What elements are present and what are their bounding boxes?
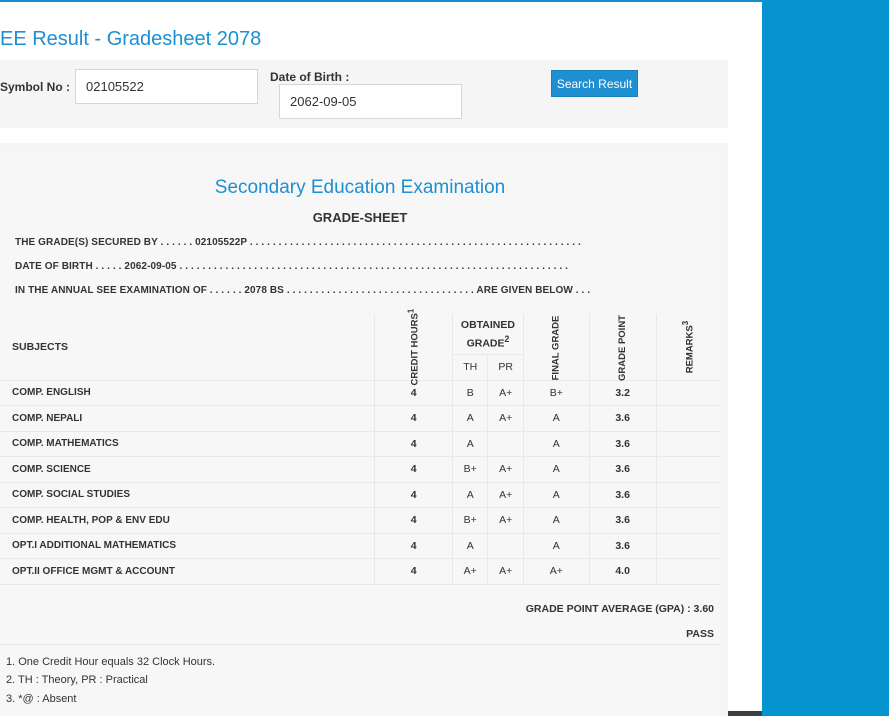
subject-name: COMP. MATHEMATICS — [0, 431, 375, 457]
dob-input[interactable] — [279, 84, 462, 119]
th-grade: B+ — [453, 457, 488, 483]
result-status: PASS — [686, 628, 714, 640]
pr-grade: A+ — [488, 457, 523, 483]
subject-name: OPT.II OFFICE MGMT & ACCOUNT — [0, 559, 375, 585]
th-grade: A — [453, 482, 488, 508]
credit-hours: 4 — [375, 380, 453, 406]
secured-by-line: THE GRADE(S) SECURED BY . . . . . . 02105522P . . . . . . . . . . . . . . . . . . . . . . . . . . . . . . . . . . . . . . . . . . . . . . . . . . . . . . . . . . — [15, 237, 581, 248]
table-row — [0, 431, 720, 457]
obtained-grade-header: OBTAINED GRADE$^2$ — [453, 314, 524, 354]
table-row — [0, 559, 720, 585]
th-header: TH — [453, 354, 488, 380]
final-grade: A — [523, 508, 589, 534]
grades-table — [0, 308, 720, 585]
credit-hours: 4 — [375, 559, 453, 585]
remarks — [656, 380, 720, 406]
remarks — [656, 482, 720, 508]
gpa-summary: GRADE POINT AVERAGE (GPA) : 3.60 — [525, 603, 714, 615]
grade-sheet-title: GRADE-SHEET — [312, 210, 408, 225]
subject-name: COMP. SCIENCE — [0, 457, 375, 483]
grade-sheet — [0, 151, 720, 716]
th-grade: A — [453, 406, 488, 432]
remarks — [656, 406, 720, 432]
th-grade: A — [453, 533, 488, 559]
pr-grade: A+ — [488, 559, 523, 585]
grade-point: 3.6 — [589, 406, 656, 432]
final-grade: A — [523, 482, 589, 508]
grade-point-header: GRADE POINT — [589, 314, 656, 380]
pr-grade: A+ — [488, 482, 523, 508]
dob-label: Date of Birth : — [270, 70, 350, 84]
grade-point: 4.0 — [589, 559, 656, 585]
subject-name: OPT.I ADDITIONAL MATHEMATICS — [0, 533, 375, 559]
pr-grade — [488, 533, 523, 559]
final-grade: A — [523, 533, 589, 559]
final-grade: B+ — [523, 380, 589, 406]
final-grade: A+ — [523, 559, 589, 585]
footnote-1: 1. One Credit Hour equals 32 Clock Hours. — [6, 656, 216, 668]
search-result-button[interactable]: Search Result — [551, 70, 638, 97]
final-grade: A — [523, 457, 589, 483]
symbol-no-label: Symbol No : — [0, 80, 71, 94]
grade-point: 3.6 — [589, 508, 656, 534]
grade-point: 3.6 — [589, 457, 656, 483]
table-row — [0, 457, 720, 483]
credit-hours: 4 — [375, 457, 453, 483]
remarks — [656, 559, 720, 585]
subjects-header: SUBJECTS — [0, 314, 375, 380]
symbol-no-input[interactable] — [75, 69, 258, 104]
table-row — [0, 406, 720, 432]
credit-hours: 4 — [375, 482, 453, 508]
grade-point: 3.6 — [589, 431, 656, 457]
final-grade-header: FINAL GRADE — [523, 314, 589, 380]
page-title: EE Result - Gradesheet 2078 — [0, 28, 262, 50]
th-grade: A — [453, 431, 488, 457]
divider — [0, 644, 720, 645]
table-row — [0, 482, 720, 508]
remarks-header: REMARKS$^3$ — [656, 314, 720, 380]
grade-point: 3.2 — [589, 380, 656, 406]
credit-hours: 4 — [375, 533, 453, 559]
subject-name: COMP. NEPALI — [0, 406, 375, 432]
remarks — [656, 457, 720, 483]
result-panel — [0, 143, 728, 716]
subject-name: COMP. HEALTH, POP & ENV EDU — [0, 508, 375, 534]
pr-grade: A+ — [488, 508, 523, 534]
th-grade: B — [453, 380, 488, 406]
remarks — [656, 508, 720, 534]
footnote-2: 2. TH : Theory, PR : Practical — [6, 674, 148, 686]
dob-line: DATE OF BIRTH . . . . . 2062-09-05 . . . . . . . . . . . . . . . . . . . . . . . . . . . . . . . . . . . . . . . . . . . . . . . . . . . . . . . . . . . . . . . . . . . . — [15, 261, 569, 272]
top-accent-line — [0, 0, 762, 2]
th-grade: B+ — [453, 508, 488, 534]
credit-hours: 4 — [375, 508, 453, 534]
remarks — [656, 431, 720, 457]
table-row — [0, 380, 720, 406]
subject-name: COMP. SOCIAL STUDIES — [0, 482, 375, 508]
credit-hours: 4 — [375, 406, 453, 432]
credit-hours: 4 — [375, 431, 453, 457]
pr-grade: A+ — [488, 406, 523, 432]
subject-name: COMP. ENGLISH — [0, 380, 375, 406]
grade-point: 3.6 — [589, 482, 656, 508]
exam-line: IN THE ANNUAL SEE EXAMINATION OF . . . . . . 2078 BS . . . . . . . . . . . . . . . . . . . . . . . . . . . . . . . . . ARE GIVEN BELOW . . . — [15, 285, 591, 296]
right-side-panel — [762, 0, 889, 716]
final-grade: A — [523, 406, 589, 432]
pr-header: PR — [488, 354, 523, 380]
grade-point: 3.6 — [589, 533, 656, 559]
exam-title: Secondary Education Examination — [214, 177, 506, 198]
remarks — [656, 533, 720, 559]
credit-hours-header: CREDIT HOURS$^1$ — [375, 314, 453, 380]
search-form — [0, 60, 728, 128]
th-grade: A+ — [453, 559, 488, 585]
footnote-3: 3. *@ : Absent — [6, 693, 77, 705]
final-grade: A — [523, 431, 589, 457]
pr-grade — [488, 431, 523, 457]
table-row — [0, 508, 720, 534]
pr-grade: A+ — [488, 380, 523, 406]
table-row — [0, 533, 720, 559]
